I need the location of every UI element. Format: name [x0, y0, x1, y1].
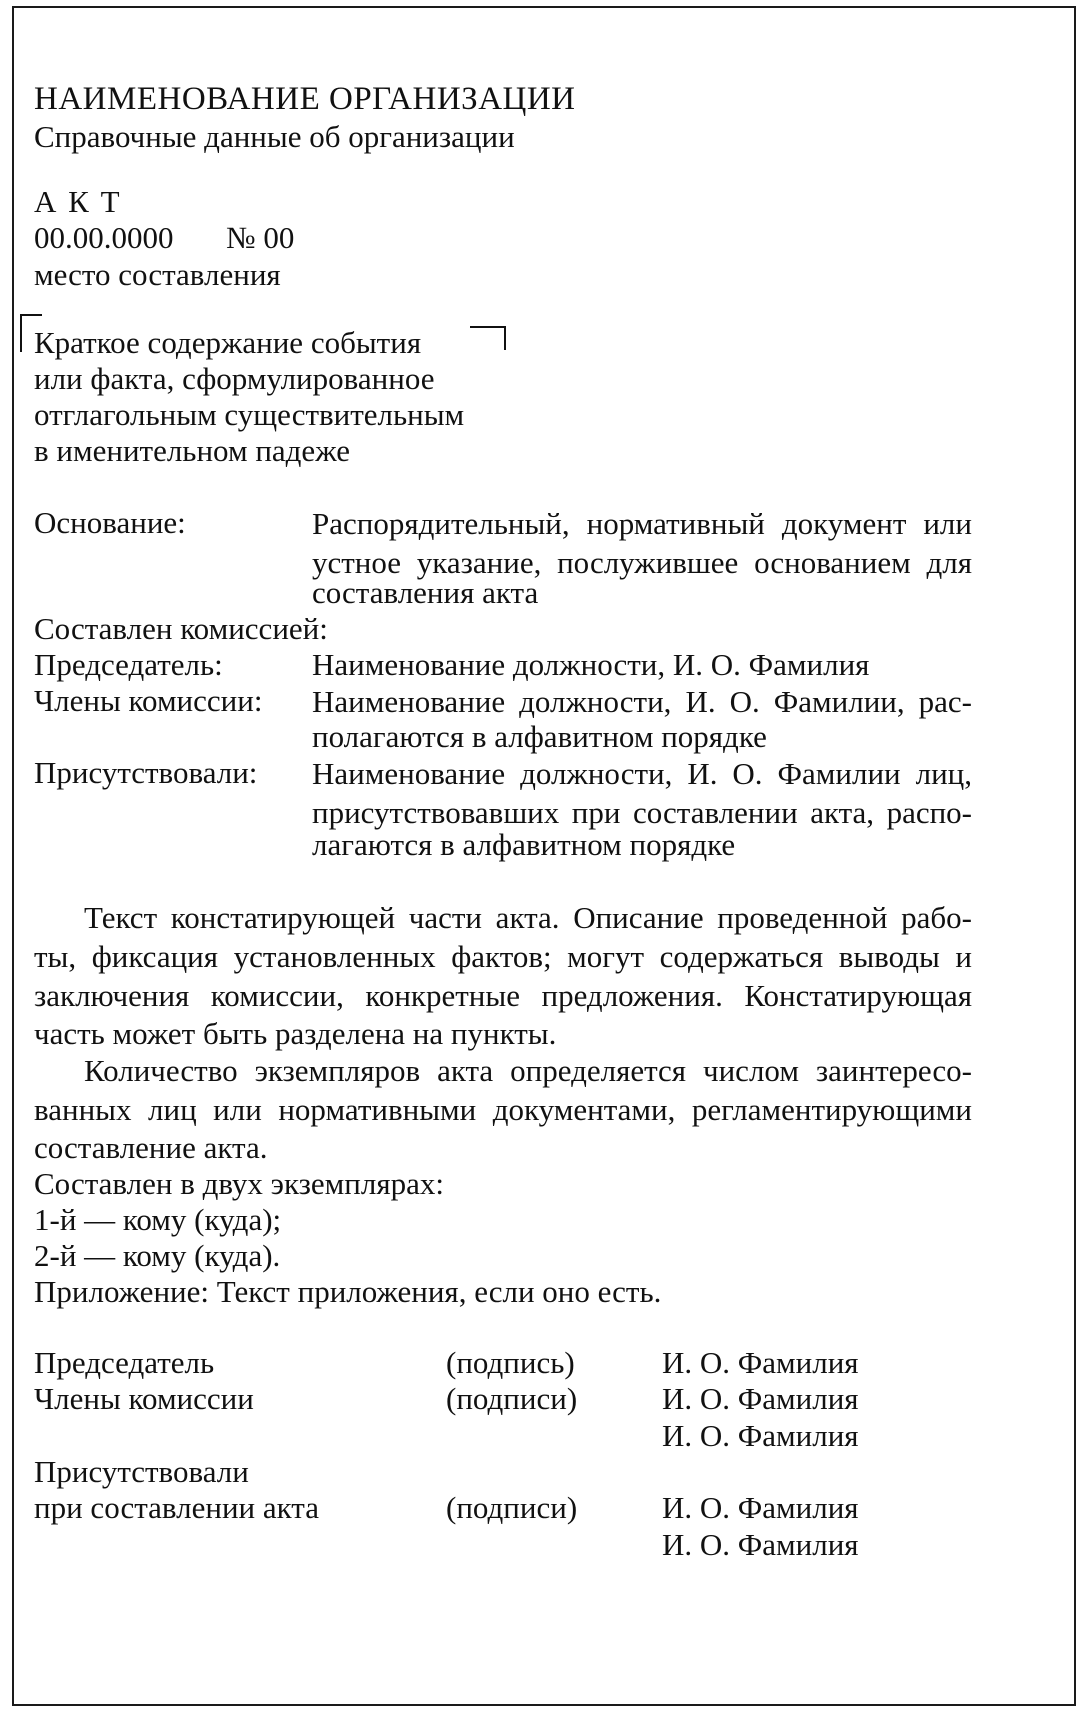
sign-present-name: И. О. Фамилия [662, 1490, 859, 1525]
body-line: Текст констатирующей части акта. Описание проведенной рабо- [84, 900, 972, 935]
members-line: Наименование должности, И. О. Фамилии, рас- [312, 684, 972, 719]
basis-line: Распорядительный, нормативный документ или [312, 506, 972, 541]
present-label: Присутствовали: [34, 755, 258, 790]
organization-name: НАИМЕНОВАНИЕ ОРГАНИЗАЦИИ [34, 81, 576, 117]
body-line: заключения комиссии, конкретные предложения. Констатирующая [34, 978, 972, 1013]
body-line: часть может быть разделена на пункты. [34, 1016, 557, 1051]
body-paragraph-2 [34, 1051, 972, 1129]
document-place: место составления [34, 257, 281, 292]
title-corner-top-right [470, 326, 506, 350]
members-value [312, 682, 972, 721]
members-label: Члены комиссии: [34, 683, 263, 718]
members-line: полагаются в алфавитном порядке [312, 719, 767, 754]
sign-chair-sign: (подпись) [446, 1345, 575, 1380]
title-line: в именительном падеже [34, 433, 350, 468]
sign-members-name: И. О. Фамилия [662, 1418, 859, 1453]
body-line: Количество экземпляров акта определяется числом заинтересо- [84, 1053, 972, 1088]
sign-present-label: при составлении акта [34, 1490, 319, 1525]
commission-label: Составлен комиссией: [34, 611, 328, 646]
copy-1: 1-й — кому (куда); [34, 1202, 282, 1237]
copies-title: Составлен в двух экземплярах: [34, 1166, 444, 1201]
body-line: составление акта. [34, 1130, 268, 1165]
sign-members-label: Члены комиссии [34, 1381, 254, 1416]
basis-line: составления акта [312, 575, 539, 610]
sign-chair-name: И. О. Фамилия [662, 1345, 859, 1380]
document-sheet [12, 6, 1076, 1706]
sign-present-name: И. О. Фамилия [662, 1527, 859, 1562]
title-line: Краткое содержание события [34, 325, 422, 360]
body-line: ванных лиц или нормативными документами, регламентирующими [34, 1092, 972, 1127]
document-type: А К Т [34, 184, 122, 219]
basis-value [312, 504, 972, 582]
present-line: присутствовавших при составлении акта, распо- [312, 795, 972, 830]
present-value [312, 754, 972, 832]
attachment: Приложение: Текст приложения, если оно есть. [34, 1274, 662, 1309]
title-line: отглагольным существительным [34, 397, 465, 432]
basis-line: устное указание, послужившее основанием для [312, 545, 972, 580]
sign-members-sign: (подписи) [446, 1381, 578, 1416]
title-line: или факта, сформулированное [34, 361, 435, 396]
chair-label: Председатель: [34, 647, 223, 682]
sign-present-sign: (подписи) [446, 1490, 578, 1525]
sign-present-label: Присутствовали [34, 1454, 249, 1489]
present-line: Наименование должности, И. О. Фамилии лиц, [312, 756, 972, 791]
body-line: ты, фиксация установленных фактов; могут содержаться выводы и [34, 939, 972, 974]
copy-2: 2-й — кому (куда). [34, 1238, 281, 1273]
basis-label: Основание: [34, 505, 186, 540]
body-paragraph-1 [34, 898, 972, 1015]
document-number: № 00 [226, 220, 295, 255]
organization-info: Справочные данные об организации [34, 119, 515, 154]
document-date: 00.00.0000 [34, 220, 174, 255]
chair-value: Наименование должности, И. О. Фамилия [312, 647, 870, 682]
present-line: лагаются в алфавитном порядке [312, 827, 736, 862]
sign-members-name: И. О. Фамилия [662, 1381, 859, 1416]
sign-chair-label: Председатель [34, 1345, 215, 1380]
